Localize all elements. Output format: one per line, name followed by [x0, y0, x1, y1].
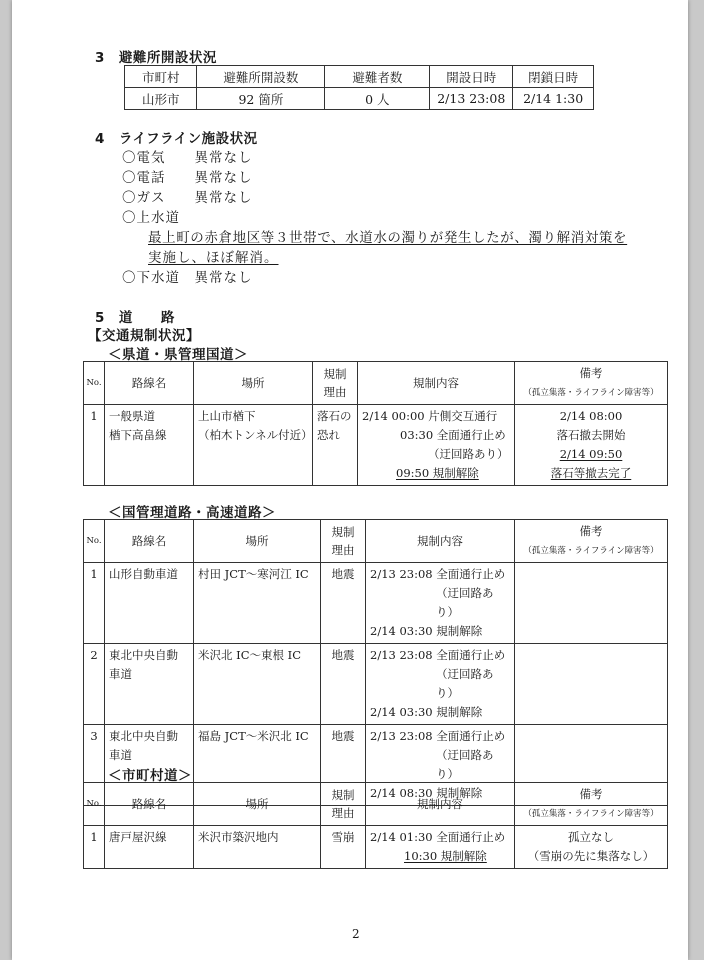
header-content: 規制内容	[358, 362, 515, 405]
table-cell: 2/14 1:30	[513, 88, 594, 110]
cell-no: 1	[84, 405, 105, 486]
section-3-title: 3 避難所開設状況	[95, 50, 217, 66]
lifeline-phone: 〇電話 異常なし	[122, 170, 253, 186]
page-number: 2	[352, 927, 360, 941]
cell-content: 2/14 00:00 片側交互通行 03:30 全面通行止め （迂回路あり） 09:50 規制解除	[358, 405, 515, 486]
cell-content: 2/14 01:30 全面通行止め 10:30 規制解除	[366, 826, 515, 869]
table-header-cell: 閉鎖日時	[513, 66, 594, 88]
header-note: 備考 （孤立集落・ライフライン障害等）	[515, 783, 668, 826]
header-route: 路線名	[105, 783, 194, 826]
cell-note: 2/14 08:00 落石撤去開始 2/14 09:50 落石等撤去完了	[515, 405, 668, 486]
table-row	[84, 826, 668, 869]
cell-note	[515, 644, 668, 725]
cell-no: 3	[84, 725, 105, 806]
cell-route: 東北中央自動 車道	[105, 644, 194, 725]
header-no: No.	[84, 783, 105, 826]
header-route: 路線名	[105, 520, 194, 563]
cell-no: 2	[84, 644, 105, 725]
table-header-cell: 避難者数	[325, 66, 430, 88]
table-row	[125, 88, 594, 110]
cell-reason: 地震	[321, 725, 366, 806]
table-row	[84, 644, 668, 725]
header-reason: 規制 理由	[321, 783, 366, 826]
cell-content: 2/13 23:08 全面通行止め （迂回路あり） 2/14 08:30 規制解除	[366, 725, 515, 806]
water-note-line-1: 最上町の赤倉地区等３世帯で、水道水の濁りが発生したが、濁り解消対策を	[148, 230, 628, 246]
pref-road-heading: ＜県道・県管理国道＞	[108, 347, 248, 363]
cell-reason: 雪崩	[321, 826, 366, 869]
lifeline-water: 〇上水道	[122, 210, 180, 226]
header-reason: 規制 理由	[313, 362, 358, 405]
traffic-subtitle: 【交通規制状況】	[88, 328, 200, 344]
cell-route: 一般県道 楢下高畠線	[105, 405, 194, 486]
cell-route: 山形自動車道	[105, 563, 194, 644]
table-header-row	[84, 783, 668, 826]
lifeline-electric: 〇電気 異常なし	[122, 150, 253, 166]
section-4-title: 4 ライフライン施設状況	[95, 131, 258, 147]
cell-content: 2/13 23:08 全面通行止め （迂回路あり） 2/14 03:30 規制解除	[366, 644, 515, 725]
table-header-cell: 開設日時	[430, 66, 513, 88]
table-cell: 2/13 23:08	[430, 88, 513, 110]
header-place: 場所	[194, 520, 321, 563]
document-page	[12, 0, 688, 960]
lifeline-sewer: 〇下水道 異常なし	[122, 270, 253, 286]
municipal-road-table	[83, 782, 668, 869]
cell-reason: 地震	[321, 644, 366, 725]
cell-note	[515, 563, 668, 644]
cell-place: 米沢北 IC～東根 IC	[194, 644, 321, 725]
cell-content: 2/13 23:08 全面通行止め （迂回路あり） 2/14 03:30 規制解除	[366, 563, 515, 644]
header-place: 場所	[194, 783, 321, 826]
cell-place: 村田 JCT～寒河江 IC	[194, 563, 321, 644]
header-reason: 規制 理由	[321, 520, 366, 563]
table-cell: 0 人	[325, 88, 430, 110]
cell-note: 孤立なし （雪崩の先に集落なし）	[515, 826, 668, 869]
header-note: 備考 （孤立集落・ライフライン障害等）	[515, 520, 668, 563]
header-no: No.	[84, 362, 105, 405]
water-note-line-2: 実施し、ほぼ解消。	[148, 250, 279, 266]
cell-route: 唐戸屋沢線	[105, 826, 194, 869]
header-note: 備考 （孤立集落・ライフライン障害等）	[515, 362, 668, 405]
lifeline-gas: 〇ガス 異常なし	[122, 190, 253, 206]
table-cell: 山形市	[125, 88, 197, 110]
cell-place: 米沢市築沢地内	[194, 826, 321, 869]
cell-place: 福島 JCT～米沢北 IC	[194, 725, 321, 806]
shelter-table	[124, 65, 594, 110]
cell-place: 上山市楢下 （柏木トンネル付近）	[194, 405, 313, 486]
table-cell: 92 箇所	[197, 88, 325, 110]
table-row	[84, 563, 668, 644]
table-header-row	[125, 66, 594, 88]
header-content: 規制内容	[366, 520, 515, 563]
section-5-title: 5 道 路	[95, 310, 175, 326]
cell-reason: 地震	[321, 563, 366, 644]
national-road-heading: ＜国管理道路・高速道路＞	[108, 505, 276, 521]
header-route: 路線名	[105, 362, 194, 405]
cell-reason: 落石の 恐れ	[313, 405, 358, 486]
cell-no: 1	[84, 826, 105, 869]
table-header-cell: 避難所開設数	[197, 66, 325, 88]
header-no: No.	[84, 520, 105, 563]
table-row	[84, 405, 668, 486]
header-place: 場所	[194, 362, 313, 405]
cell-no: 1	[84, 563, 105, 644]
municipal-road-heading: ＜市町村道＞	[108, 768, 192, 784]
table-header-row	[84, 520, 668, 563]
table-header-cell: 市町村	[125, 66, 197, 88]
table-header-row	[84, 362, 668, 405]
pref-road-table	[83, 361, 668, 486]
cell-route: 東北中央自動 車道	[105, 725, 194, 806]
national-road-table	[83, 519, 668, 806]
header-content: 規制内容	[366, 783, 515, 826]
